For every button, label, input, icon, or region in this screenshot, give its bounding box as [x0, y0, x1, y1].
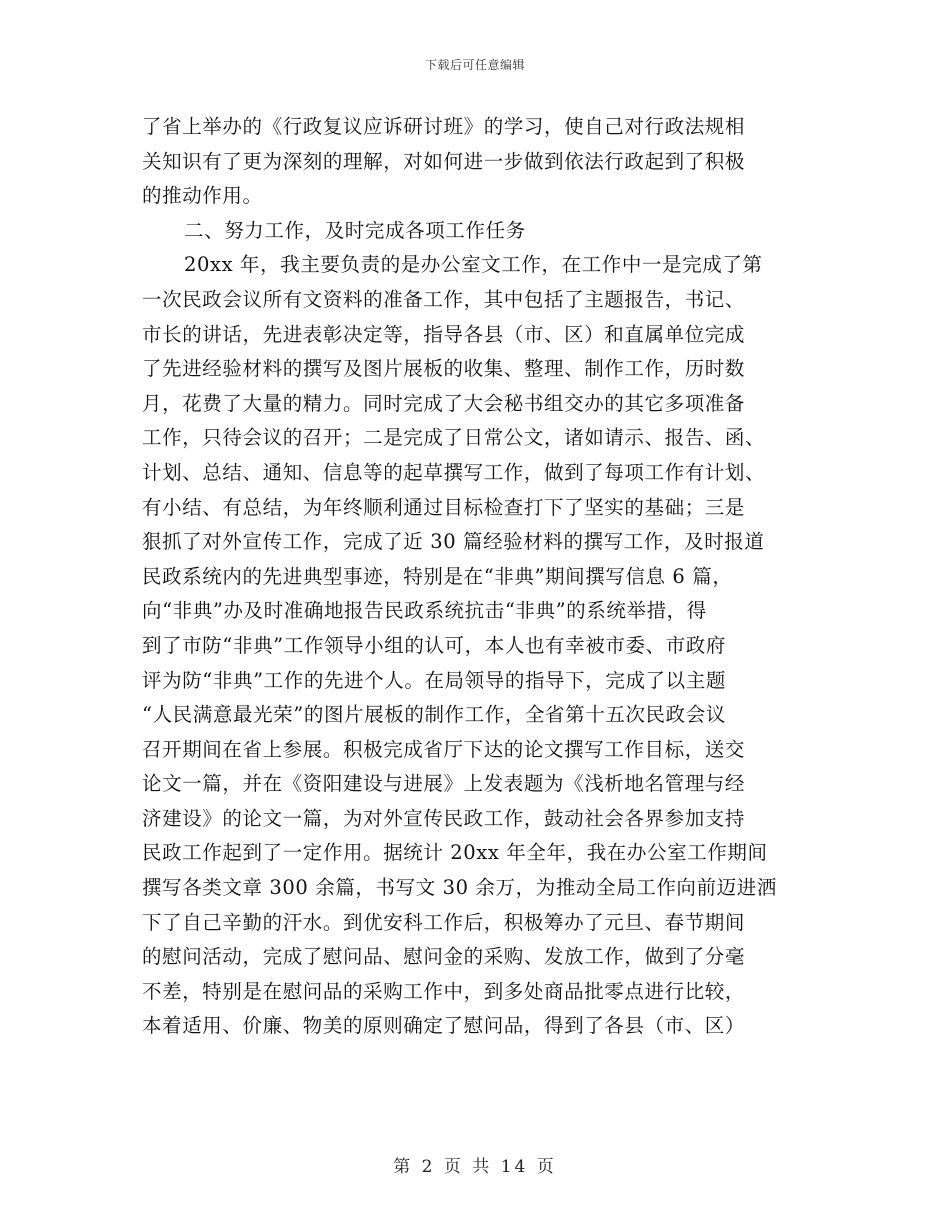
text-line: 民政系统内的先进典型事迹，特别是在“非典”期间撰写信息 6 篇，	[142, 564, 733, 588]
body-text	[142, 110, 802, 1044]
text-line: “人民满意最光荣”的图片展板的制作工作，全省第十五次民政会议	[142, 703, 726, 727]
text-line: 计划、总结、通知、信息等的起草撰写工作，做到了每项工作有计划、	[142, 460, 766, 484]
text-line: 召开期间在省上参展。积极完成省厅下达的论文撰写工作目标，送交	[142, 737, 746, 761]
text-line: 到了市防“非典”工作领导小组的认可，本人也有幸被市委、市政府	[142, 633, 726, 657]
paragraph-start: 20xx 年，我主要负责的是办公室文工作，在工作中一是完成了第	[184, 253, 763, 277]
text-line: 的慰问活动，完成了慰问品、慰问金的采购、发放工作，做到了分毫	[142, 945, 746, 969]
text-line: 济建设》的论文一篇，为对外宣传民政工作，鼓动社会各界参加支持	[142, 806, 746, 830]
text-line: 评为防“非典”工作的先进个人。在局领导的指导下，完成了以主题	[142, 668, 726, 692]
text-line: 一次民政会议所有文资料的准备工作，其中包括了主题报告，书记、	[142, 287, 746, 311]
text-line: 月，花费了大量的精力。同时完成了大会秘书组交办的其它多项准备	[142, 391, 746, 415]
text-line: 不差，特别是在慰问品的采购工作中，到多处商品批零点进行比较，	[142, 979, 746, 1003]
text-line: 有小结、有总结，为年终顺利通过目标检查打下了坚实的基础；三是	[142, 495, 746, 519]
text-line: 撰写各类文章 300 余篇，书写文 30 余万，为推动全局工作向前迈进洒	[142, 876, 777, 900]
text-line: 论文一篇，并在《资阳建设与进展》上发表题为《浅析地名管理与经	[142, 772, 746, 796]
page-number: 第 2 页 共 14 页	[393, 1157, 557, 1177]
text-line: 了省上举办的《行政复议应诉研讨班》的学习，使自己对行政法规相	[142, 115, 746, 138]
text-line: 市长的讲话，先进表彰决定等，指导各县（市、区）和直属单位完成	[142, 322, 746, 346]
text-line: 关知识有了更为深刻的理解，对如何进一步做到依法行政起到了积极	[142, 149, 746, 173]
section-heading: 二、努力工作，及时完成各项工作任务	[184, 218, 526, 242]
text-line: 向“非典”办及时准确地报告民政系统抗击“非典”的系统举措，得	[142, 599, 707, 623]
text-line: 狠抓了对外宣传工作，完成了近 30 篇经验材料的撰写工作，及时报道	[142, 530, 765, 554]
text-line: 民政工作起到了一定作用。据统计 20xx 年全年，我在办公室工作期间	[142, 841, 768, 865]
text-line: 了先进经验材料的撰写及图片展板的收集、整理、制作工作，历时数	[142, 357, 746, 381]
text-line: 的推动作用。	[142, 184, 263, 208]
text-line: 下了自己辛勤的汗水。到优安科工作后，积极筹办了元旦、春节期间	[142, 910, 746, 934]
text-line: 本着适用、价廉、物美的原则确定了慰问品，得到了各县（市、区）	[142, 1014, 746, 1038]
page-header: 下载后可任意编辑	[424, 58, 525, 72]
text-line: 工作，只待会议的召开；二是完成了日常公文，诸如请示、报告、函、	[142, 426, 766, 450]
